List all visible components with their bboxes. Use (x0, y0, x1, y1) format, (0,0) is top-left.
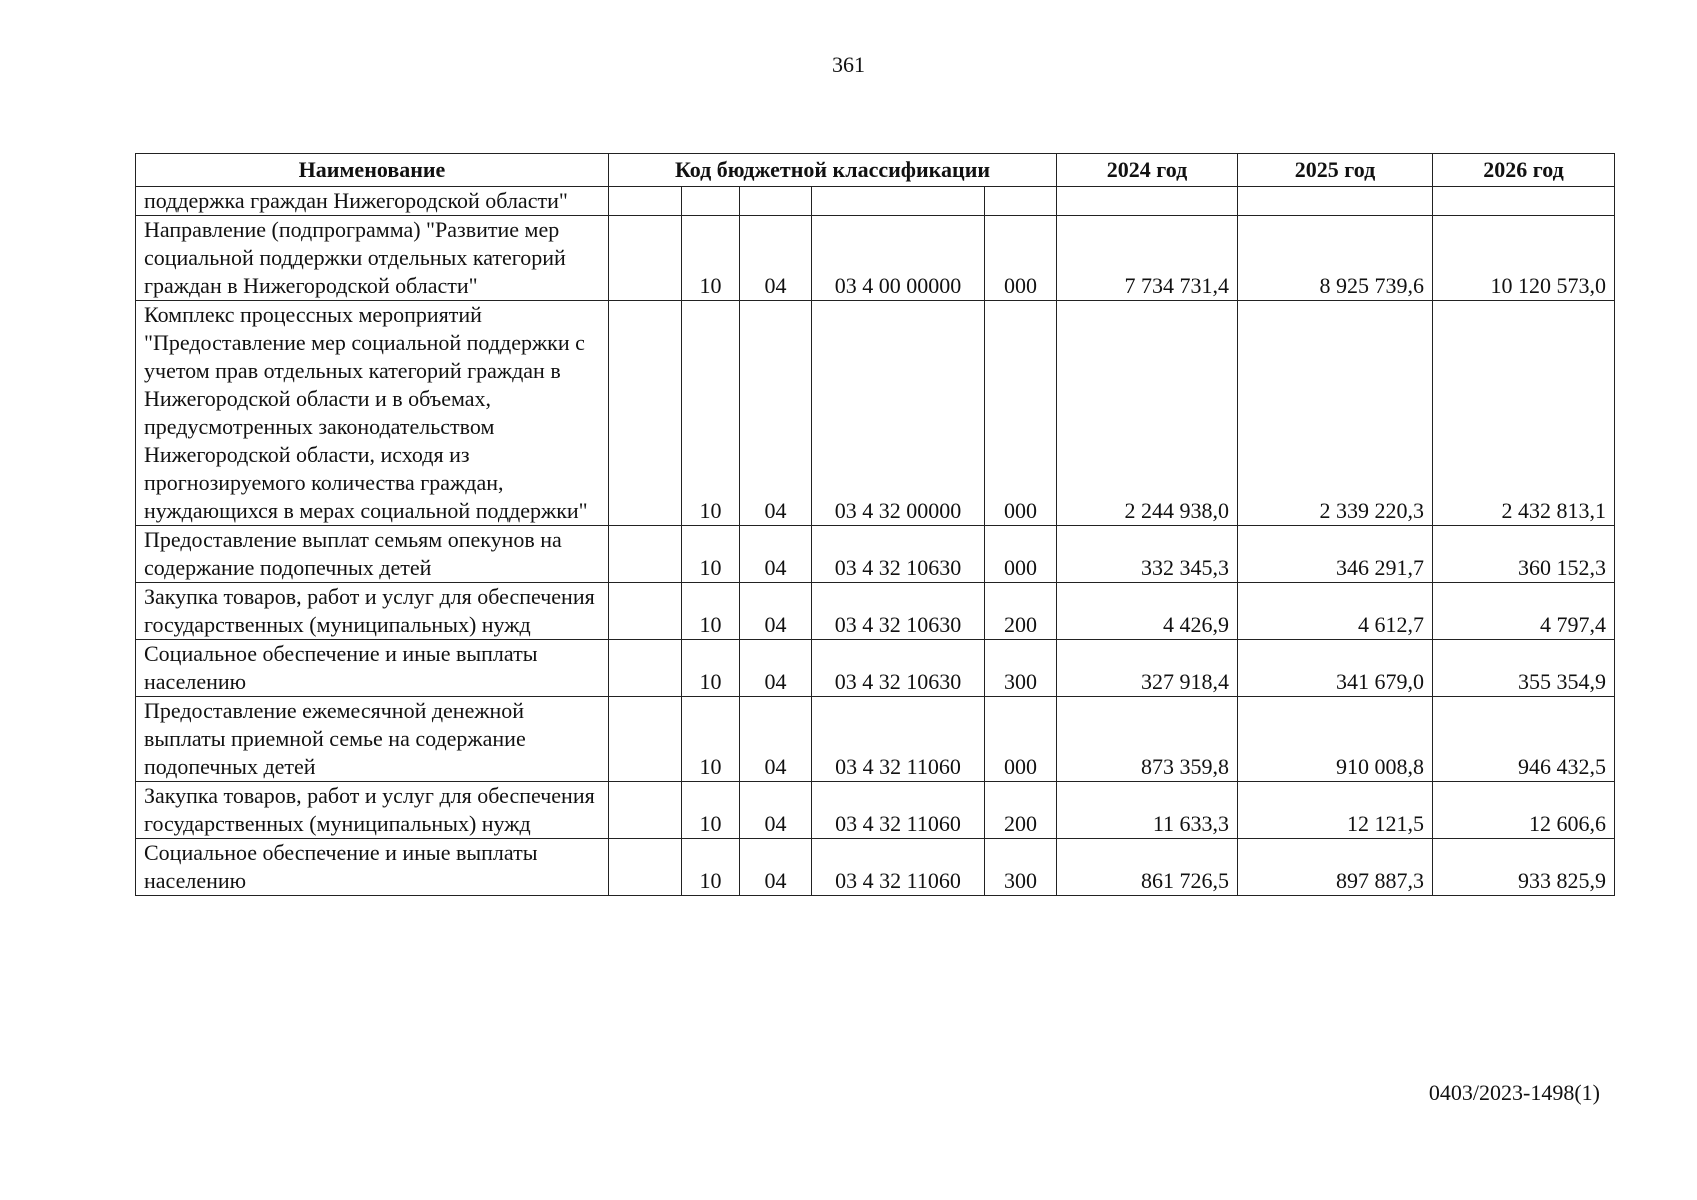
row-name: Предоставление ежемесячной денежной выплаты приемной семье на содержание подопечных детей (136, 697, 609, 782)
value-2024 (1057, 187, 1238, 216)
value-2024: 2 244 938,0 (1057, 301, 1238, 526)
value-2024: 11 633,3 (1057, 782, 1238, 839)
code-subsection: 04 (740, 640, 812, 697)
code-expense-type: 000 (985, 216, 1057, 301)
code-part-1 (609, 526, 682, 583)
code-expense-type: 000 (985, 697, 1057, 782)
code-part-1 (609, 839, 682, 896)
value-2025: 346 291,7 (1238, 526, 1433, 583)
table-row (136, 301, 1615, 526)
code-expense-type: 000 (985, 301, 1057, 526)
header-name: Наименование (136, 154, 609, 187)
code-target-article: 03 4 32 11060 (812, 697, 985, 782)
code-subsection: 04 (740, 839, 812, 896)
code-target-article (812, 187, 985, 216)
code-part-1 (609, 187, 682, 216)
value-2025: 12 121,5 (1238, 782, 1433, 839)
value-2025: 4 612,7 (1238, 583, 1433, 640)
table-row (136, 640, 1615, 697)
page-number: 361 (832, 52, 865, 77)
code-target-article: 03 4 32 10630 (812, 640, 985, 697)
value-2024: 873 359,8 (1057, 697, 1238, 782)
value-2024: 861 726,5 (1057, 839, 1238, 896)
table-row (136, 782, 1615, 839)
header-code: Код бюджетной классификации (609, 154, 1057, 187)
budget-table (135, 153, 1615, 896)
code-part-1 (609, 697, 682, 782)
code-part-1 (609, 583, 682, 640)
value-2024: 332 345,3 (1057, 526, 1238, 583)
value-2024: 7 734 731,4 (1057, 216, 1238, 301)
value-2025: 897 887,3 (1238, 839, 1433, 896)
code-expense-type: 300 (985, 640, 1057, 697)
code-section: 10 (682, 583, 740, 640)
row-name: Социальное обеспечение и иные выплаты населению (136, 640, 609, 697)
code-target-article: 03 4 32 10630 (812, 583, 985, 640)
value-2026: 946 432,5 (1433, 697, 1615, 782)
value-2025: 8 925 739,6 (1238, 216, 1433, 301)
code-subsection: 04 (740, 216, 812, 301)
code-subsection (740, 187, 812, 216)
code-expense-type: 200 (985, 583, 1057, 640)
table-row (136, 839, 1615, 896)
code-section: 10 (682, 782, 740, 839)
code-expense-type: 200 (985, 782, 1057, 839)
code-subsection: 04 (740, 583, 812, 640)
row-name: Закупка товаров, работ и услуг для обеспечения государственных (муниципальных) нужд (136, 583, 609, 640)
code-section: 10 (682, 839, 740, 896)
code-part-1 (609, 640, 682, 697)
value-2026: 10 120 573,0 (1433, 216, 1615, 301)
code-expense-type (985, 187, 1057, 216)
header-2025: 2025 год (1238, 154, 1433, 187)
value-2024: 327 918,4 (1057, 640, 1238, 697)
value-2026: 360 152,3 (1433, 526, 1615, 583)
table-body (136, 187, 1615, 896)
code-section: 10 (682, 526, 740, 583)
code-section: 10 (682, 697, 740, 782)
value-2025: 910 008,8 (1238, 697, 1433, 782)
code-subsection: 04 (740, 301, 812, 526)
table-row (136, 187, 1615, 216)
value-2025: 2 339 220,3 (1238, 301, 1433, 526)
code-expense-type: 300 (985, 839, 1057, 896)
row-name: Направление (подпрограмма) "Развитие мер социальной поддержки отдельных категорий граждан в Нижегородской области" (136, 216, 609, 301)
value-2025: 341 679,0 (1238, 640, 1433, 697)
code-subsection: 04 (740, 697, 812, 782)
value-2026: 355 354,9 (1433, 640, 1615, 697)
row-name: Социальное обеспечение и иные выплаты населению (136, 839, 609, 896)
code-section (682, 187, 740, 216)
code-section: 10 (682, 640, 740, 697)
code-expense-type: 000 (985, 526, 1057, 583)
code-target-article: 03 4 32 00000 (812, 301, 985, 526)
header-2026: 2026 год (1433, 154, 1615, 187)
row-name: Предоставление выплат семьям опекунов на содержание подопечных детей (136, 526, 609, 583)
code-target-article: 03 4 00 00000 (812, 216, 985, 301)
row-name: поддержка граждан Нижегородской области" (136, 187, 609, 216)
code-part-1 (609, 301, 682, 526)
code-subsection: 04 (740, 526, 812, 583)
table-header-row (136, 154, 1615, 187)
code-target-article: 03 4 32 11060 (812, 782, 985, 839)
code-part-1 (609, 782, 682, 839)
code-part-1 (609, 216, 682, 301)
header-2024: 2024 год (1057, 154, 1238, 187)
row-name: Закупка товаров, работ и услуг для обеспечения государственных (муниципальных) нужд (136, 782, 609, 839)
code-target-article: 03 4 32 10630 (812, 526, 985, 583)
value-2026: 4 797,4 (1433, 583, 1615, 640)
code-subsection: 04 (740, 782, 812, 839)
table-row (136, 697, 1615, 782)
value-2026: 2 432 813,1 (1433, 301, 1615, 526)
table-row (136, 216, 1615, 301)
value-2026: 12 606,6 (1433, 782, 1615, 839)
value-2026 (1433, 187, 1615, 216)
code-section: 10 (682, 301, 740, 526)
value-2026: 933 825,9 (1433, 839, 1615, 896)
row-name: Комплекс процессных мероприятий "Предоставление мер социальной поддержки с учетом прав отдельных категорий граждан в Нижегородской области и в объемах, предусмотренных законодательством Нижегородской области, исходя из прогнозируемого количества граждан, нуждающихся в мерах социальной поддержки" (136, 301, 609, 526)
value-2024: 4 426,9 (1057, 583, 1238, 640)
table-row (136, 583, 1615, 640)
table-row (136, 526, 1615, 583)
document-registration-code: 0403/2023-1498(1) (1428, 1080, 1600, 1105)
code-section: 10 (682, 216, 740, 301)
value-2025 (1238, 187, 1433, 216)
code-target-article: 03 4 32 11060 (812, 839, 985, 896)
